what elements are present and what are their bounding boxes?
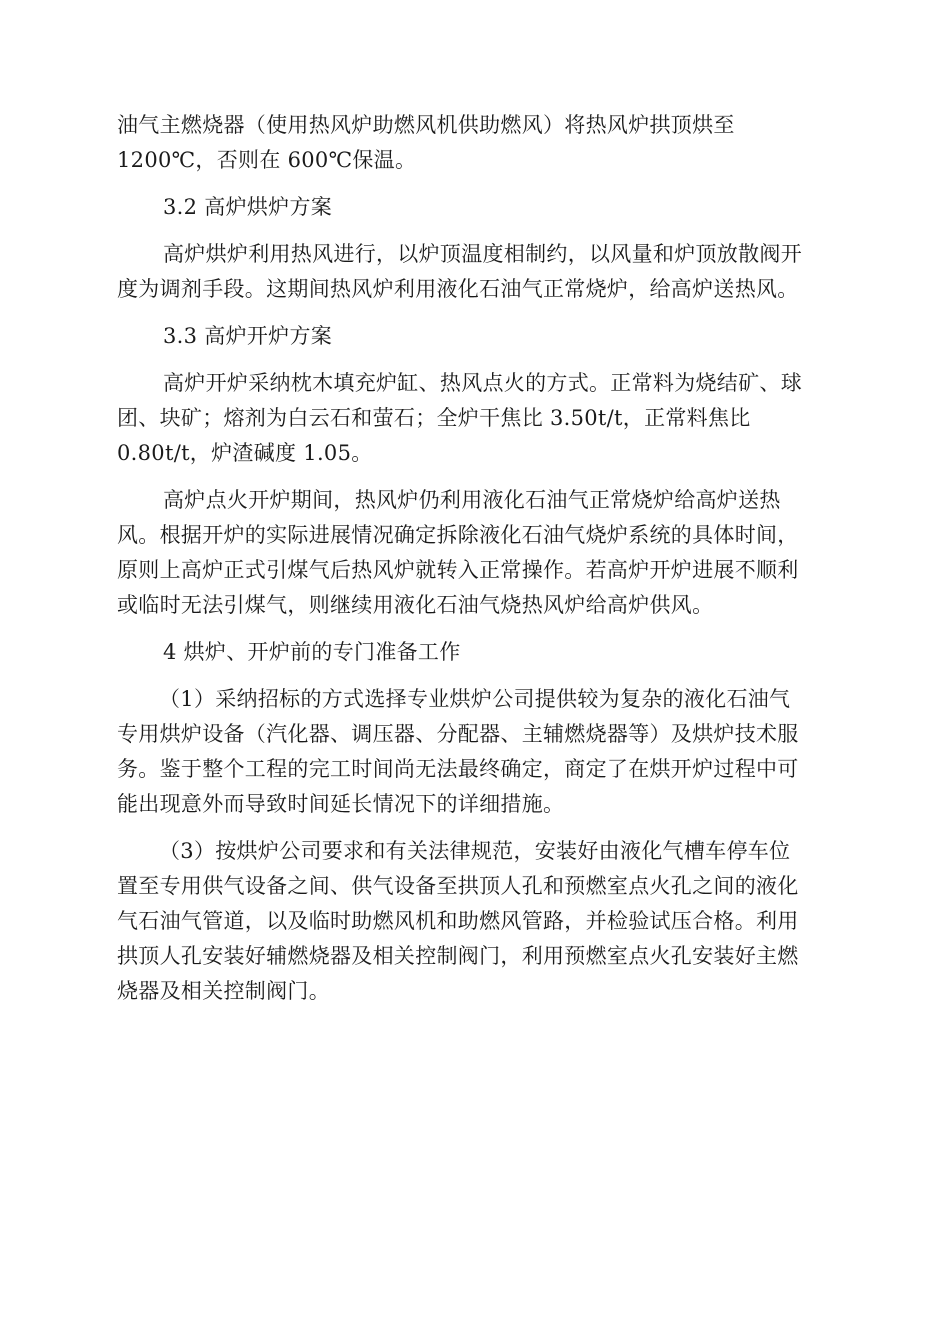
section-heading-3-3: 3.3 高炉开炉方案 (163, 324, 333, 348)
text-line: 或临时无法引煤气，则继续用液化石油气烧热风炉给高炉供风。 (117, 593, 714, 617)
text-line: 务。鉴于整个工程的完工时间尚无法最终确定，商定了在烘开炉过程中可 (117, 757, 799, 781)
text-line: 烧器及相关控制阀门。 (117, 979, 330, 1003)
text-line: 能出现意外而导致时间延长情况下的详细措施。 (117, 792, 565, 816)
text-line: （1）采纳招标的方式选择专业烘炉公司提供较为复杂的液化石油气 (159, 687, 791, 711)
paragraph-5 (117, 682, 837, 822)
text-line: （3）按烘炉公司要求和有关法律规范，安装好由液化气槽车停车位 (159, 839, 791, 863)
text-line: 气石油气管道，以及临时助燃风机和助燃风管路，并检验试压合格。利用 (117, 909, 799, 933)
text-line: 拱顶人孔安装好辅燃烧器及相关控制阀门，利用预燃室点火孔安装好主燃 (117, 944, 799, 968)
paragraph-1 (117, 108, 837, 178)
text-line: 原则上高炉正式引煤气后热风炉就转入正常操作。若高炉开炉进展不顺利 (117, 558, 799, 582)
text-line: 油气主燃烧器（使用热风炉助燃风机供助燃风）将热风炉拱顶烘至 (117, 113, 735, 137)
section-heading-3-2: 3.2 高炉烘炉方案 (163, 195, 333, 219)
text-line: 置至专用供气设备之间、供气设备至拱顶人孔和预燃室点火孔之间的液化 (117, 874, 799, 898)
section-heading-4: 4 烘炉、开炉前的专门准备工作 (163, 640, 461, 664)
text-line: 高炉点火开炉期间，热风炉仍利用液化石油气正常烧炉给高炉送热 (163, 488, 781, 512)
document-body (117, 108, 837, 1009)
text-line: 0.80t/t，炉渣碱度 1.05。 (117, 441, 373, 465)
paragraph-3 (117, 366, 837, 471)
text-line: 专用烘炉设备（汽化器、调压器、分配器、主辅燃烧器等）及烘炉技术服 (117, 722, 799, 746)
paragraph-6 (117, 834, 837, 1009)
text-line: 团、块矿；熔剂为白云石和萤石；全炉干焦比 3.50t/t，正常料焦比 (117, 406, 751, 430)
text-line: 高炉烘炉利用热风进行，以炉顶温度相制约，以风量和炉顶放散阀开 (163, 242, 802, 266)
text-line: 高炉开炉采纳枕木填充炉缸、热风点火的方式。正常料为烧结矿、球 (163, 371, 802, 395)
text-line: 风。根据开炉的实际进展情况确定拆除液化石油气烧炉系统的具体时间， (117, 523, 799, 547)
text-line: 1200℃，否则在 600℃保温。 (117, 148, 417, 172)
paragraph-4 (117, 483, 837, 623)
paragraph-2 (117, 237, 837, 307)
text-line: 度为调剂手段。这期间热风炉利用液化石油气正常烧炉，给高炉送热风。 (117, 277, 799, 301)
